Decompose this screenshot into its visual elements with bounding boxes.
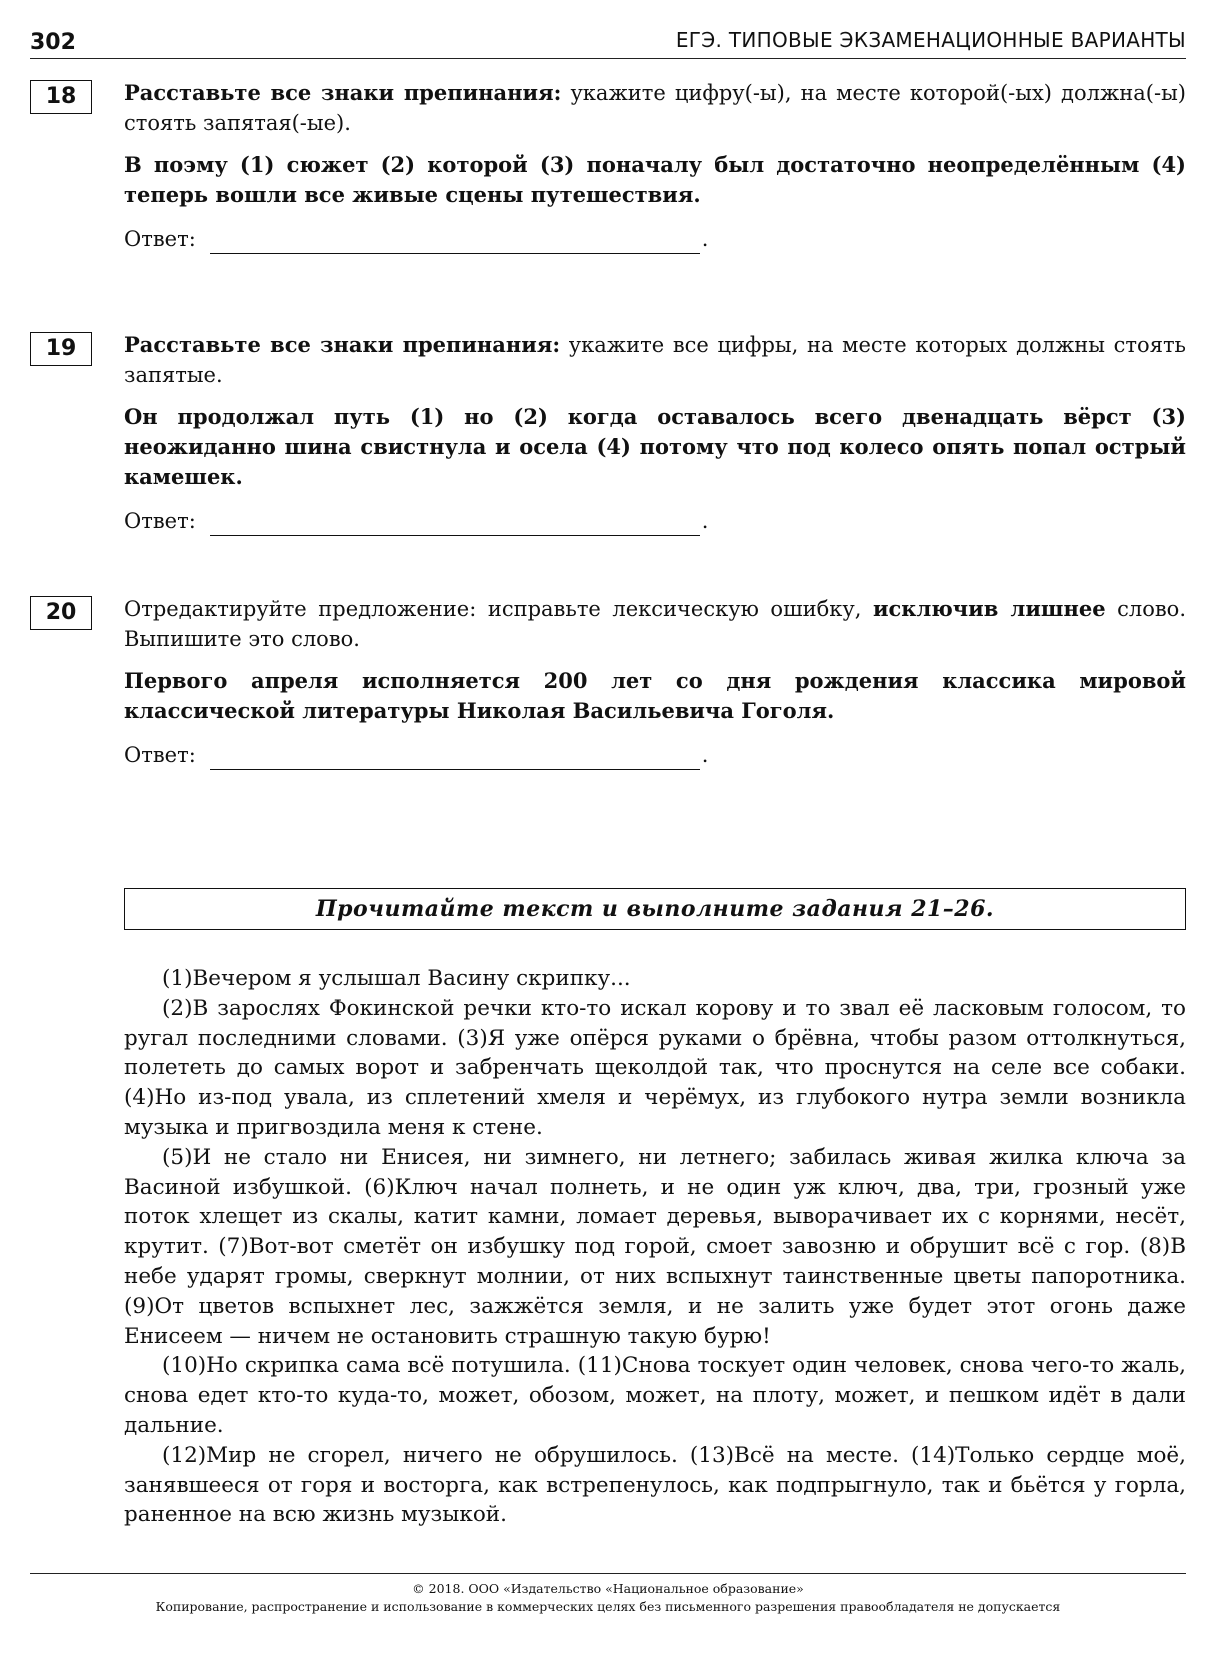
answer-label: Ответ: xyxy=(124,743,196,767)
text-paragraph: (5)И не стало ни Енисея, ни зимнего, ни летнего; забилась живая жилка ключа за Васиной избушкой. (6)Ключ начал полнеть, и не один уж ключ, два, три, грозный уже поток хлещет из скалы, катит камни, ломает деревья, выворачивает их с корнями, несёт, крутит. (7)Вот-вот сметёт он избушку под горой, смоет завозню и обрушит всё с гор. (8)В небе ударят громы, сверкнут молнии, от них вспыхнут таинственные цветы папоротника. (9)От цветов вспыхнет лес, зажжётся земля, и не залить уже будет этот огонь даже Енисеем — ничем не остановить страшную такую бурю! xyxy=(124,1144,1186,1349)
footer-notice: Копирование, распространение и использование в коммерческих целях без письменного разрешения правообладателя не допускается xyxy=(155,1599,1061,1614)
answer-field[interactable] xyxy=(210,513,700,536)
answer-row xyxy=(124,224,1186,254)
answer-period: . xyxy=(701,227,709,251)
answer-row xyxy=(124,740,1186,770)
answer-row xyxy=(124,506,1186,536)
task-19 xyxy=(30,330,1186,536)
text-paragraph: (2)В зарослях Фокинской речки кто-то искал корову и то звал её ласковым голосом, то ругал последними словами. (3)Я уже опёрся руками о брёвна, чтобы разом оттолкнуться, полететь до самых ворот и забренчать щеколдой так, что проснутся на селе все собаки. (4)Но из-под увала, из сплетений хмеля и черёмух, из глубокого нутра земли возникла музыка и пригвоздила меня к стене. xyxy=(124,995,1186,1140)
task-sentence: В поэму (1) сюжет (2) которой (3) поначалу был достаточно неопределённым (4) теперь вошли все живые сцены путешествия. xyxy=(124,152,1186,207)
instruction-bold: Расставьте все знаки препинания: xyxy=(124,80,562,105)
task-number-box: 18 xyxy=(30,80,92,114)
instruction-rest: укажите цифру(-ы), на месте которой(-ых) должна(-ы) стоять запятая(-ые). xyxy=(124,81,1187,135)
instruction-bold: исключив лишнее xyxy=(872,596,1106,621)
instruction-rest: укажите все цифры, на месте которых должны стоять запятые. xyxy=(124,333,1186,387)
answer-period: . xyxy=(701,743,709,767)
task-body xyxy=(124,594,1186,770)
text-paragraph: (1)Вечером я услышал Васину скрипку... xyxy=(162,966,631,991)
task-number-box: 20 xyxy=(30,596,92,630)
task-20 xyxy=(30,594,1186,770)
footer-rule xyxy=(30,1573,1186,1574)
answer-label: Ответ: xyxy=(124,227,196,251)
task-sentence: Он продолжал путь (1) но (2) когда оставалось всего двенадцать вёрст (3) неожиданно шина свистнула и осела (4) потому что под колесо опять попал острый камешек. xyxy=(124,404,1186,489)
page-number: 302 xyxy=(30,30,76,55)
page-footer xyxy=(30,1580,1186,1616)
task-sentence: Первого апреля исполняется 200 лет со дня рождения классика мировой классической литературы Николая Васильевича Гоголя. xyxy=(124,668,1186,723)
reading-text xyxy=(124,964,1186,1530)
task-instruction xyxy=(124,594,1186,654)
text-paragraph: (10)Но скрипка сама всё потушила. (11)Снова тоскует один человек, снова чего-то жаль, снова едет кто-то куда-то, может, обозом, может, на плоту, может, и пешком идёт в дали дальние. xyxy=(124,1353,1186,1438)
running-title: ЕГЭ. ТИПОВЫЕ ЭКЗАМЕНАЦИОННЫЕ ВАРИАНТЫ xyxy=(675,28,1186,52)
header-rule xyxy=(30,58,1186,59)
answer-field[interactable] xyxy=(210,231,700,254)
answer-label: Ответ: xyxy=(124,509,196,533)
task-instruction xyxy=(124,78,1186,138)
task-body xyxy=(124,330,1186,536)
read-prompt-box: Прочитайте текст и выполните задания 21–26. xyxy=(124,888,1186,930)
answer-field[interactable] xyxy=(210,747,700,770)
task-18 xyxy=(30,78,1186,254)
footer-copyright: © 2018. ООО «Издательство «Национальное образование» xyxy=(412,1581,804,1596)
task-body xyxy=(124,78,1186,254)
instruction-rest: слово. Выпишите это слово. xyxy=(124,597,1187,651)
instruction-plain: Отредактируйте предложение: исправьте лексическую ошибку, xyxy=(124,597,873,621)
text-paragraph: (12)Мир не сгорел, ничего не обрушилось. (13)Всё на месте. (14)Только сердце моё, занявшееся от горя и восторга, как встрепенулось, как подпрыгнуло, так и бьётся у горла, раненное на всю жизнь музыкой. xyxy=(124,1442,1186,1528)
page-header xyxy=(30,22,1186,62)
task-number-box: 19 xyxy=(30,332,92,366)
answer-period: . xyxy=(701,509,709,533)
task-instruction xyxy=(124,330,1186,390)
instruction-bold: Расставьте все знаки препинания: xyxy=(124,332,561,357)
